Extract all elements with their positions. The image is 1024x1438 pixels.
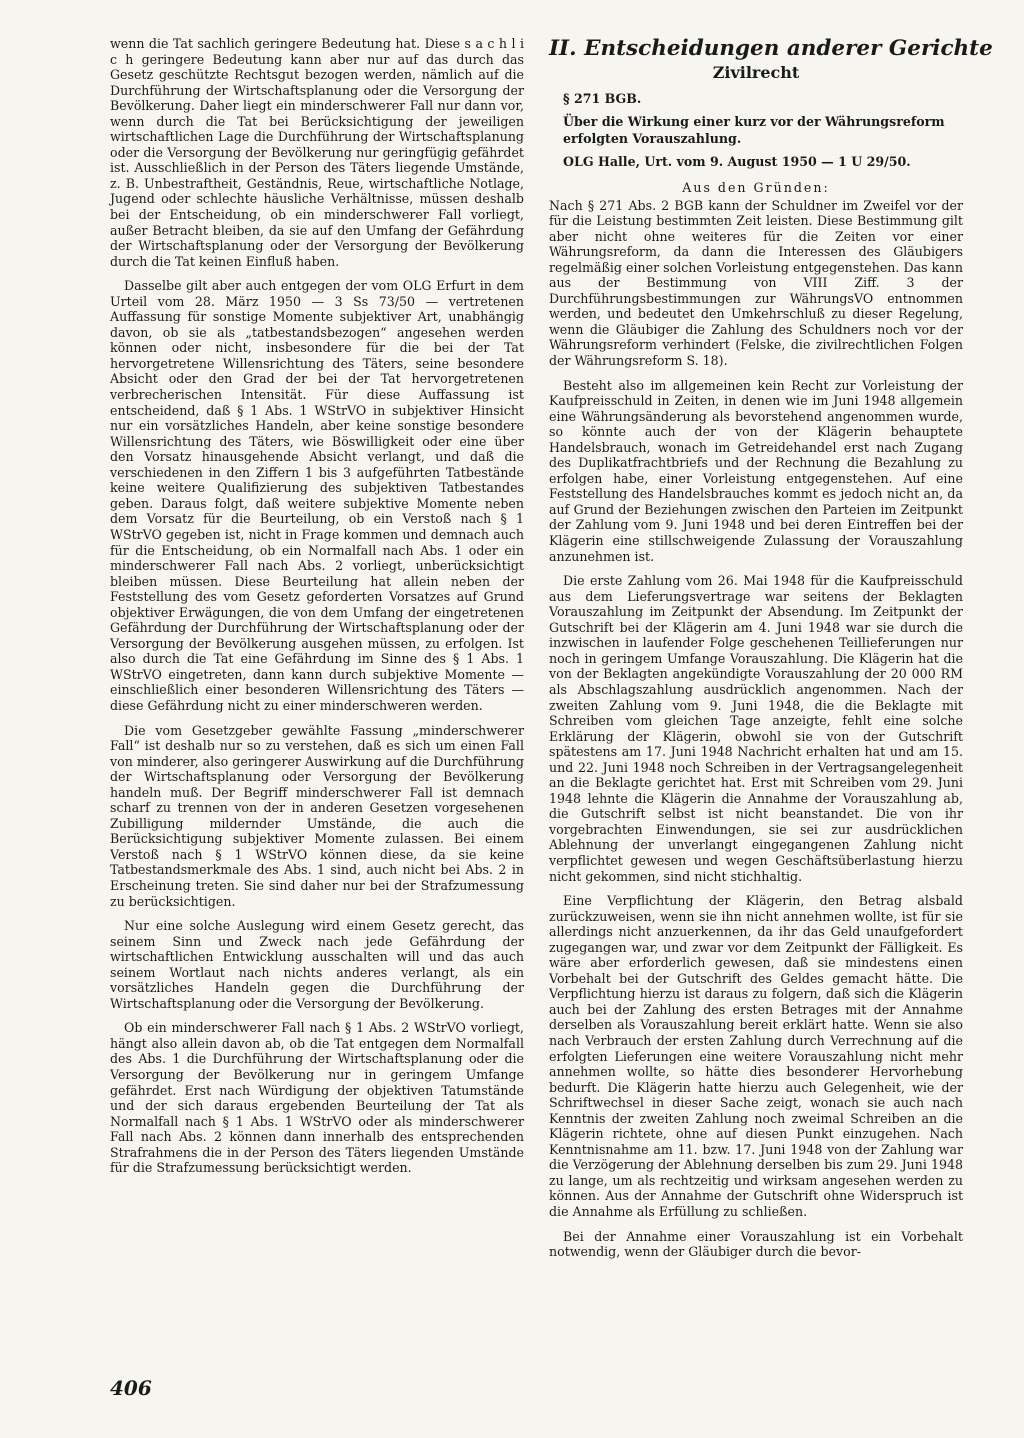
right-column bbox=[549, 36, 993, 1269]
right-paragraph: Die erste Zahlung vom 26. Mai 1948 für die Kaufpreisschuld aus dem Lieferungsvertrage war seitens der Beklagten Vorauszahlung im Zeitpunkt der Absendung. Im Zeitpunkt der Gutschrift bei der Klägerin am 4. Juni 1948 war sie durch die inzwischen in laufender Folge geschehenen Teillieferungen nur noch in geringem Umfange Vorauszahlung. Die Klägerin hat die von der Beklagten angekündigte Vorauszahlung der 20 000 RM als Abschlagszahlung ausdrücklich angenommen. Nach der zweiten Zahlung vom 9. Juni 1948, die die Beklagte mit Schreiben vom gleichen Tage anzeigte, fehlt eine solche Erklärung der Klägerin, obwohl sie von der Gutschrift spätestens am 17. Juni 1948 Nachricht erhalten hat und am 15. und 22. Juni 1948 noch Schreiben in der Vertragsangelegenheit an die Beklagte gerichtet hat. Erst mit Schreiben vom 29. Juni 1948 lehnte die Klägerin die Annahme der Vorauszahlung ab, die Gutschrift selbst ist nicht beanstandet. Die von ihr vorgebrachten Einwendungen, sie sei zur ausdrücklichen Ablehnung der unverlangt eingegangenen Zahlung nicht verpflichtet gewesen und wegen Geschäftsüberlastung hierzu nicht gekommen, sind nicht stichhaltig. bbox=[549, 573, 963, 884]
right-paragraph: Bei der Annahme einer Vorauszahlung ist ein Vorbehalt notwendig, wenn der Gläubiger durch die bevor- bbox=[549, 1228, 963, 1260]
law-reference: § 271 BGB. bbox=[563, 91, 642, 106]
section-title: II. Entscheidungen anderer Gerichte bbox=[549, 36, 993, 61]
right-paragraph: Nach § 271 Abs. 2 BGB kann der Schuldner im Zweifel vor der für die Leistung bestimmten Zeit leisten. Diese Bestimmung gilt aber nicht ohne weiteres für die Zeiten vor einer Währungsreform, da dann die Interessen des Gläubigers regelmäßig einer solchen Vorleistung entgegenstehen. Das kann aus der Bestimmung von VIII Ziff. 3 der Durchführungsbestimmungen zur WährungsVO entnommen werden, und bedeutet den Umkehrschluß zu dieser Regelung, wenn die Gläubiger die Zahlung des Schuldners noch vor der Währungsreform verhindert (Felske, die zivilrechtlichen Folgen der Währungsreform S. 18). bbox=[549, 197, 963, 369]
subsection-title: Zivilrecht bbox=[712, 63, 800, 82]
left-paragraph: wenn die Tat sachlich geringere Bedeutung hat. Diese s a c h l i c h geringere Bedeutung kann aber nur auf das durch das Gesetz geschützte Rechtsgut bezogen werden, nämlich auf die Durchführung der Wirtschaftsplanung oder die Versorgung der Bevölkerung. Daher liegt ein minderschwerer Fall nur dann vor, wenn durch die Tat bei Berücksichtigung der jeweiligen wirtschaftlichen Lage die Durchführung der Wirtschaftsplanung oder die Versorgung der Bevölkerung nur geringfügig gefährdet ist. Ausschließlich in der Person des Täters liegende Umstände, z. B. Unbestraftheit, Geständnis, Reue, wirtschaftliche Notlage, Jugend oder schlechte häusliche Verhältnisse, müssen deshalb bei der Entscheidung, ob ein minderschwerer Fall vorliegt, außer Betracht bleiben, da sie auf den Umfang der Gefährdung der Wirtschaftsplanung oder der Versorgung der Bevölkerung durch die Tat keinen Einfluß haben. bbox=[110, 36, 524, 269]
left-paragraph: Ob ein minderschwerer Fall nach § 1 Abs. 2 WStrVO vorliegt, hängt also allein davon ab, ob die Tat entgegen dem Normalfall des Abs. 1 die Durchführung der Wirtschaftsplanung oder die Versorgung der Bevölkerung nur in geringem Umfange gefährdet. Erst nach Würdigung der objektiven Tatumstände und der sich daraus ergebenden Beurteilung der Tat als Normalfall nach § 1 Abs. 1 WStrVO oder als minderschwerer Fall nach Abs. 2 können dann innerhalb des entsprechenden Strafrahmens die in der Person des Täters liegenden Umstände für die Strafzumessung berücksichtigt werden. bbox=[110, 1020, 524, 1176]
headnote: Über die Wirkung einer kurz vor der Währungsreform erfolgten Vorauszahlung. bbox=[563, 114, 945, 146]
court-citation: OLG Halle, Urt. vom 9. August 1950 — 1 U 29/50. bbox=[563, 154, 911, 169]
page-number: 406 bbox=[110, 1376, 152, 1400]
left-paragraph: Nur eine solche Auslegung wird einem Gesetz gerecht, das seinem Sinn und Zweck nach jede Gefährdung der wirtschaftlichen Entwicklung ausschalten will und das auch seinem Wortlaut nach nichts anderes verlangt, als ein vorsätzliches Handeln gegen die Durchführung der Wirtschaftsplanung oder die Versorgung der Bevölkerung. bbox=[110, 918, 524, 1011]
left-column bbox=[110, 36, 524, 1185]
right-paragraph: Besteht also im allgemeinen kein Recht zur Vorleistung der Kaufpreisschuld in Zeiten, in denen wie im Juni 1948 allgemein eine Währungsänderung als bevorstehend angenommen wurde, so könnte auch der von der Klägerin behauptete Handelsbrauch, wonach im Getreidehandel erst nach Zugang des Duplikatfrachtbriefs und der Rechnung die Bezahlung zu erfolgen habe, einer Vorleistung entgegenstehen. Auf eine Feststellung des Handelsbrauches kommt es jedoch nicht an, da auf Grund der Beziehungen zwischen den Parteien im Zeitpunkt der Zahlung vom 9. Juni 1948 und bei deren Eintreffen bei der Klägerin eine stillschweigende Zulassung der Vorauszahlung anzunehmen ist. bbox=[549, 377, 963, 564]
left-paragraph: Die vom Gesetzgeber gewählte Fassung „minderschwerer Fall“ ist deshalb nur so zu verstehen, daß es sich um einen Fall von minderer, also geringerer Auswirkung auf die Durchführung der Wirtschaftsplanung oder Versorgung der Bevölkerung handeln muß. Der Begriff minderschwerer Fall ist demnach scharf zu trennen von der in anderen Gesetzen vorgesehenen Zubilligung mildernder Umstände, die auch die Berücksichtigung subjektiver Momente zulassen. Bei einem Verstoß nach § 1 WStrVO können diese, da sie keine Tatbestandsmerkmale des Abs. 1 sind, auch nicht bei Abs. 2 in Erscheinung treten. Sie sind daher nur bei der Strafzumessung zu berücksichtigen. bbox=[110, 722, 524, 909]
reasons-heading: Aus den Gründen: bbox=[682, 180, 830, 195]
right-paragraph: Eine Verpflichtung der Klägerin, den Betrag alsbald zurückzuweisen, wenn sie ihn nicht annehmen wollte, ist für sie allerdings nicht anzuerkennen, da ihr das Geld unaufgefordert zugegangen war, und zwar vor dem Zeitpunkt der Fälligkeit. Es wäre aber erforderlich gewesen, daß sie mindestens einen Vorbehalt bei der Gutschrift des Geldes gemacht hätte. Die Verpflichtung hierzu ist daraus zu folgern, daß sich die Klägerin auch bei der Zahlung des ersten Betrages mit der Annahme derselben als Vorauszahlung bereit erklärt hatte. Wenn sie also nach Verbrauch der ersten Zahlung durch Verrechnung auf die erfolgten Lieferungen eine weitere Vorauszahlung nicht mehr annehmen wollte, so hätte dies besonderer Hervorhebung bedurft. Die Klägerin hatte hierzu auch Gelegenheit, wie der Schriftwechsel in dieser Sache zeigt, wonach sie auch nach Kenntnis der zweiten Zahlung noch zweimal Schreiben an die Klägerin richtete, ohne auf diesen Punkt einzugehen. Nach Kenntnisnahme am 11. bzw. 17. Juni 1948 von der Zahlung war die Verzögerung der Ablehnung derselben bis zum 29. Juni 1948 zu lange, um als rechtzeitig und wirksam angesehen werden zu können. Aus der Annahme der Gutschrift ohne Widerspruch ist die Annahme als Erfüllung zu schließen. bbox=[549, 893, 963, 1219]
left-paragraph: Dasselbe gilt aber auch entgegen der vom OLG Erfurt in dem Urteil vom 28. März 1950 — 3 Ss 73/50 — vertretenen Auffassung für sonstige Momente subjektiver Art, unabhängig davon, ob sie als „tatbestandsbezogen“ angesehen werden können oder nicht, insbesondere für die bei der Tat hervorgetretene Willensrichtung des Täters, seine besondere Absicht oder den Grad der bei der Tat hervorgetretenen verbrecherischen Intensität. Für diese Auffassung ist entscheidend, daß § 1 Abs. 1 WStrVO in subjektiver Hinsicht nur ein vorsätzliches Handeln, aber keine sonstige besondere Willensrichtung des Täters, wie Böswilligkeit oder eine über den Vorsatz hinausgehende Absicht verlangt, und daß die verschiedenen in den Ziffern 1 bis 3 aufgeführten Tatbestände keine weitere Qualifizierung des subjektiven Tatbestandes geben. Daraus folgt, daß weitere subjektive Momente neben dem Vorsatz für die Beurteilung, ob ein Verstoß nach § 1 WStrVO gegeben ist, nicht in Frage kommen und demnach auch für die Entscheidung, ob ein Normalfall nach Abs. 1 oder ein minderschwerer Fall nach Abs. 2 vorliegt, unberücksichtigt bleiben müssen. Diese Beurteilung hat allein neben der Feststellung des vom Gesetz geforderten Vorsatzes auf Grund objektiver Erwägungen, die von dem Umfang der eingetretenen Gefährdung der Durchführung der Wirtschaftsplanung oder der Versorgung der Bevölkerung ausgehen müssen, zu erfolgen. Ist also durch die Tat eine Gefährdung im Sinne des § 1 Abs. 1 WStrVO eingetreten, dann kann durch subjektive Momente — einschließlich einer besonderen Willensrichtung des Täters — diese Gefährdung nicht zu einer minderschweren werden. bbox=[110, 278, 524, 713]
